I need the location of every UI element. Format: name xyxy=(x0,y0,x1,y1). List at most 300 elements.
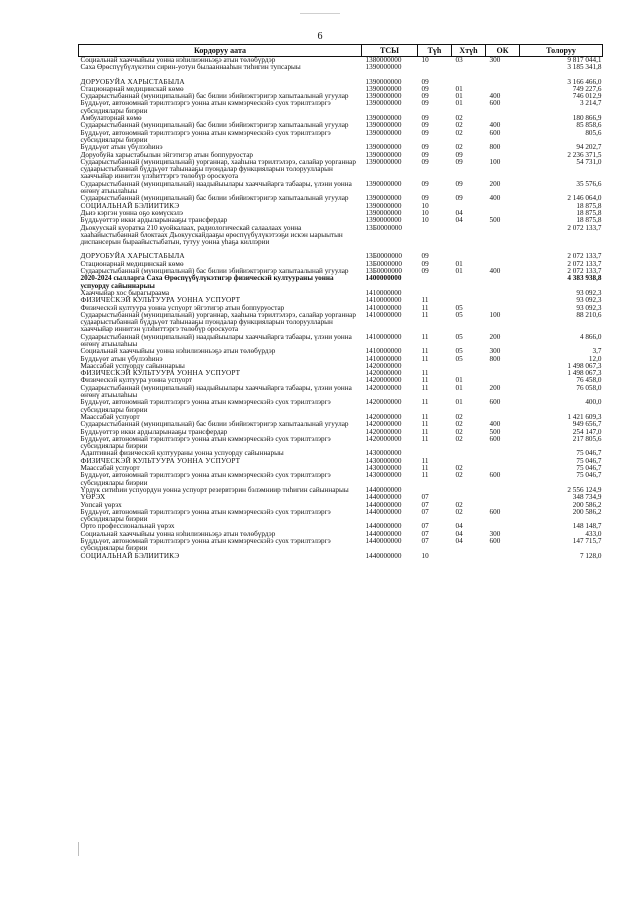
cell-amount: 2 072 133,7 xyxy=(567,259,602,268)
cell-amount: 217 805,6 xyxy=(572,434,602,443)
cell-ok: 100 xyxy=(489,157,501,166)
cell-tuh xyxy=(418,275,452,290)
cell-name: Маассабай успуорду сайыннарыы xyxy=(80,361,185,370)
cell-xtt: 04 xyxy=(455,522,463,531)
cell-tuh: 09 xyxy=(421,121,429,130)
header-tuh: Түһ xyxy=(418,45,452,57)
table-row xyxy=(79,436,603,451)
cell-amount: 433,0 xyxy=(585,529,602,538)
cell-name: Судаарыстыбаннай (муниципальнай) наадыйыылары хааччыйарга табаары, үлэни уонна өҥөнү атыылаһыы xyxy=(80,332,352,348)
cell-tsy: 1440000000 xyxy=(365,522,402,531)
cell-name: Бүддьүөттэр икки ардыларынааҕы трансфердар xyxy=(80,427,228,436)
cell-tsy: 1420000000 xyxy=(365,420,402,429)
cell-tuh: 11 xyxy=(421,412,429,421)
cell-name: ФИЗИЧЕСКЭЙ КУЛЬТУУРА УОННА УСПУОРТ xyxy=(80,456,241,465)
cell-tsy: 1390000000 xyxy=(365,216,402,225)
cell-amount: 180 866,9 xyxy=(572,114,602,123)
cell-tsy: 13Б0000000 xyxy=(365,267,402,276)
cell-amount: 76 058,0 xyxy=(576,383,602,392)
cell-tuh: 09 xyxy=(421,128,429,137)
cell-tuh: 09 xyxy=(421,114,429,123)
cell-name: Социальнай хааччыйыы уонна нэһилиэнньэҕэ атын төлөбүрдэр xyxy=(80,347,276,356)
cell-tsy: 1390000000 xyxy=(365,194,402,203)
cell-tsy: 1410000000 xyxy=(365,310,402,319)
cell-tsy: 1390000000 xyxy=(365,63,402,72)
cell-xtt: 09 xyxy=(455,157,463,166)
cell-amount: 749 227,6 xyxy=(572,84,602,93)
cell-tuh: 07 xyxy=(421,500,429,509)
cell-tsy: 1380000000 xyxy=(365,56,402,64)
cell-amount: 9 817 044,1 xyxy=(567,56,602,64)
cell-tuh: 10 xyxy=(421,201,429,210)
cell-amount: 3 185 341,8 xyxy=(567,63,602,72)
cell-xtt: 04 xyxy=(455,216,463,225)
cell-ok: 300 xyxy=(489,347,501,356)
cell-amount: 12,0 xyxy=(588,354,602,363)
cell-xtt: 05 xyxy=(455,347,463,356)
cell-xtt xyxy=(452,64,486,71)
cell-tsy: 1420000000 xyxy=(365,398,402,407)
cell-name: Үрдүк ситиһии успуордун уонна успуорт резервтэрин бэлэмниир тиһигин сайыннарыы xyxy=(80,485,349,494)
cell-tsy: 1420000000 xyxy=(365,434,402,443)
cell-tsy: 1390000000 xyxy=(365,84,402,93)
cell-xtt xyxy=(452,290,486,297)
cell-tsy: 1430000000 xyxy=(365,464,402,473)
cell-amount: 75 046,7 xyxy=(576,471,602,480)
scan-artifact xyxy=(300,13,340,14)
cell-ok: 600 xyxy=(489,434,501,443)
cell-name: Физическэй култуура уонна успуорт эйгэтигэр атын боппуруостар xyxy=(80,303,285,312)
cell-xtt: 01 xyxy=(455,398,463,407)
cell-tsy: 1440000000 xyxy=(365,500,402,509)
cell-amount: 1 498 067,3 xyxy=(567,369,602,378)
cell-tsy: 1390000000 xyxy=(365,121,402,130)
cell-name: Маассабай успуорт xyxy=(80,412,140,421)
cell-name: Стационарнай медицинскай көмө xyxy=(80,84,184,93)
cell-tsy: 1410000000 xyxy=(365,347,402,356)
cell-tsy: 1410000000 xyxy=(365,303,402,312)
cell-amount: 949 656,7 xyxy=(572,420,602,429)
cell-xtt: 09 xyxy=(455,194,463,203)
cell-xtt: 02 xyxy=(455,420,463,429)
cell-name: ҮӨРЭХ xyxy=(80,493,106,502)
cell-tsy: 1430000000 xyxy=(365,471,402,480)
cell-tsy: 1440000000 xyxy=(365,507,402,516)
cell-name: Бүддьүөт, автономнай тэрилтэлэргэ уонна атын кэммэрческэйэ суох тэрилтэлэргэ субсидиялары биэрии xyxy=(80,471,331,487)
cell-name: Маассабай успуорт xyxy=(80,464,140,473)
cell-ok: 300 xyxy=(489,529,501,538)
cell-tuh: 09 xyxy=(421,99,429,108)
table-body xyxy=(79,57,603,560)
cell-name: Судаарыстыбаннай (муниципальнай) наадыйыылары хааччыйарга табаары, үлэни уонна өҥөнү атыылаһыы xyxy=(80,383,352,400)
table-row xyxy=(79,275,603,290)
cell-ok xyxy=(486,203,520,210)
cell-tsy: 1390000000 xyxy=(365,92,402,101)
cell-xtt: 03 xyxy=(455,56,463,64)
cell-tuh: 11 xyxy=(421,354,429,363)
cell-xtt: 05 xyxy=(455,303,463,312)
cell-name: Бүддьүөт атын үбүлээһинэ xyxy=(80,143,163,152)
cell-xtt: 02 xyxy=(455,471,463,480)
cell-amount: 2 072 133,7 xyxy=(567,223,602,232)
cell-name: Судаарыстыбаннай (муниципальнай) уорганнар, хааһына тэрилтэлэрэ, салайар уорганнар судаарыстыбаннай бүддьүөт таһынааҕы пуондалар функцияларын толоруулларын хааччыйар иннитэн үлэһиттэргэ төлөбүр ороскуота xyxy=(80,310,356,334)
cell-tuh: 11 xyxy=(421,310,429,319)
cell-tuh: 11 xyxy=(421,398,429,407)
cell-xtt: 01 xyxy=(455,99,463,108)
cell-tsy: 1390000000 xyxy=(365,150,402,159)
cell-ok: 800 xyxy=(489,354,501,363)
cell-tuh xyxy=(418,225,452,247)
cell-name: Судаарыстыбаннай (муниципальнай) наадыйыылары хааччыйарга табаары, үлэни уонна өҥөнү атыылаһыы xyxy=(80,179,352,196)
cell-tuh: 11 xyxy=(421,427,429,436)
cell-name: Бүддьүөттэр икки ардыларынааҕы трансфердар xyxy=(80,216,228,225)
cell-amount: 75 046,7 xyxy=(576,464,602,473)
cell-name: ДОРУОБУЙА ХАРЫСТАБЫЛА xyxy=(80,77,185,86)
cell-xtt: 02 xyxy=(455,121,463,130)
cell-name: Стационарнай медицинскай көмө xyxy=(80,259,184,268)
cell-ok: 200 xyxy=(489,383,501,392)
cell-ok: 600 xyxy=(489,398,501,407)
cell-ok: 200 xyxy=(489,179,501,188)
cell-xtt: 01 xyxy=(455,84,463,93)
cell-name: Бүддьүөт, автономнай тэрилтэлэргэ уонна атын кэммэрческэйэ суох тэрилтэлэргэ субсидиялары биэрии xyxy=(80,537,331,553)
cell-xtt: 02 xyxy=(455,464,463,473)
cell-name: 2020-2024 сылларга Саха Өрөспүүбүлүкэтигэр физическэй култуураны уонна успуорду сайыннарыы xyxy=(80,274,334,290)
cell-ok xyxy=(486,290,520,297)
cell-xtt xyxy=(452,225,486,247)
cell-amount: 254 147,0 xyxy=(572,427,602,436)
cell-name: ФИЗИЧЕСКЭЙ КУЛЬТУУРА УОННА УСПУОРТ xyxy=(80,296,241,305)
cell-amount: 805,6 xyxy=(585,128,602,137)
cell-tsy: 1390000000 xyxy=(365,201,402,210)
cell-name: Социальнай хааччыйыы уонна нэһилиэнньэҕэ атын төлөбүрдэр xyxy=(80,56,276,64)
cell-tsy: 13Б0000000 xyxy=(365,252,402,261)
margin-mark xyxy=(78,842,79,856)
cell-tuh: 09 xyxy=(421,179,429,188)
cell-amount: 2 072 133,7 xyxy=(567,252,602,261)
cell-amount: 93 092,3 xyxy=(576,288,602,297)
cell-tuh: 09 xyxy=(421,92,429,101)
cell-xtt: 01 xyxy=(455,376,463,385)
cell-ok xyxy=(486,458,520,465)
cell-tsy: 1420000000 xyxy=(365,369,402,378)
header-ok: ОК xyxy=(486,45,520,57)
cell-tsy: 1440000000 xyxy=(365,537,402,545)
cell-amount: 348 734,9 xyxy=(572,493,602,502)
cell-tuh: 09 xyxy=(421,84,429,93)
cell-xtt: 02 xyxy=(455,143,463,152)
budget-table xyxy=(78,44,603,560)
cell-name: Судаарыстыбаннай (муниципальнай) бас билии эбийиэктэригэр хапытаалынай угуулар xyxy=(80,121,349,130)
cell-tuh: 09 xyxy=(421,143,429,152)
cell-amount: 93 092,3 xyxy=(576,303,602,312)
cell-amount: 1 421 609,3 xyxy=(567,412,602,421)
cell-ok: 600 xyxy=(489,507,501,516)
cell-tsy: 1390000000 xyxy=(365,77,402,86)
cell-tuh: 09 xyxy=(421,157,429,166)
cell-tuh: 11 xyxy=(421,332,429,341)
cell-xtt: 02 xyxy=(455,427,463,436)
cell-tuh: 07 xyxy=(421,493,429,502)
header-name: Кордоруу аата xyxy=(79,45,362,57)
cell-ok: 600 xyxy=(489,128,501,137)
cell-xtt xyxy=(452,275,486,290)
table-row xyxy=(79,225,603,247)
table-row xyxy=(79,159,603,181)
cell-tsy: 1410000000 xyxy=(365,354,402,363)
cell-xtt: 01 xyxy=(455,383,463,392)
cell-tuh: 07 xyxy=(421,537,429,545)
cell-ok: 400 xyxy=(489,194,501,203)
cell-ok: 400 xyxy=(489,121,501,130)
cell-tuh: 11 xyxy=(421,471,429,480)
cell-amount: 94 202,7 xyxy=(576,143,602,152)
cell-ok xyxy=(486,225,520,247)
cell-xtt: 09 xyxy=(455,179,463,188)
cell-xtt: 02 xyxy=(455,412,463,421)
cell-xtt: 04 xyxy=(455,537,463,545)
cell-tsy: 1410000000 xyxy=(365,332,402,341)
cell-amount: 3 214,7 xyxy=(579,99,602,108)
cell-ok: 400 xyxy=(489,267,501,276)
cell-xtt: 09 xyxy=(455,150,463,159)
cell-name: ФИЗИЧЕСКЭЙ КУЛЬТУУРА УОННА УСПУОРТ xyxy=(80,369,241,378)
cell-tuh: 10 xyxy=(421,216,429,225)
cell-xtt: 05 xyxy=(455,310,463,319)
cell-xtt: 04 xyxy=(455,208,463,217)
table-row xyxy=(79,538,603,553)
cell-xtt: 04 xyxy=(455,529,463,538)
cell-ok: 600 xyxy=(489,99,501,108)
cell-ok: 800 xyxy=(489,143,501,152)
cell-tsy: 1390000000 xyxy=(365,208,402,217)
cell-name: Судаарыстыбаннай (муниципальнай) бас билии эбийиэктэригэр хапытаалынай угуулар xyxy=(80,267,349,276)
cell-tsy: 1410000000 xyxy=(365,296,402,305)
cell-tsy: 1390000000 xyxy=(365,114,402,123)
cell-ok xyxy=(486,79,520,86)
table-row xyxy=(79,100,603,115)
cell-xtt: 01 xyxy=(455,92,463,101)
cell-tsy: 1420000000 xyxy=(365,412,402,421)
cell-amount: 75 046,7 xyxy=(576,456,602,465)
cell-xtt: 02 xyxy=(455,500,463,509)
table-header-row xyxy=(79,45,603,57)
cell-xtt: 05 xyxy=(455,354,463,363)
page-number: 6 xyxy=(317,31,323,42)
cell-amount: 75 046,7 xyxy=(576,449,602,458)
cell-ok xyxy=(486,487,520,494)
header-tsy: ТСЫ xyxy=(362,45,418,57)
cell-name: Адаптивнай физическэй култуураны уонна успуорду сайыннарыы xyxy=(80,449,284,458)
cell-tsy: 1390000000 xyxy=(365,128,402,137)
cell-name: Саха Өрөспүүбүлүкэтин сирин-уотун былааннааһын тиһигин тупсарыы xyxy=(80,63,301,72)
cell-name: Хааччыйар хос бырагыраама xyxy=(80,288,170,297)
cell-tuh: 11 xyxy=(421,434,429,443)
cell-ok: 600 xyxy=(489,537,501,545)
cell-tuh: 10 xyxy=(421,551,429,560)
cell-ok xyxy=(486,64,520,71)
cell-amount: 1 498 067,3 xyxy=(567,361,602,370)
cell-amount: 147 715,7 xyxy=(572,537,602,545)
cell-xtt: 01 xyxy=(455,259,463,268)
cell-amount: 54 731,0 xyxy=(576,157,602,166)
cell-ok xyxy=(486,553,520,560)
cell-name: Уопсай үөрэх xyxy=(80,500,122,509)
table-row xyxy=(79,553,603,560)
cell-ok: 500 xyxy=(489,216,501,225)
cell-tuh: 09 xyxy=(421,194,429,203)
cell-tuh: 09 xyxy=(421,267,429,276)
cell-tsy: 1410000000 xyxy=(365,288,402,297)
table-row xyxy=(79,494,603,501)
cell-ok xyxy=(486,297,520,304)
cell-amount: 18 875,8 xyxy=(576,201,602,210)
cell-xtt: 01 xyxy=(455,267,463,276)
cell-amount: 148 148,7 xyxy=(572,522,602,531)
cell-amount: 88 210,6 xyxy=(576,310,602,319)
cell-name: Бүддьүөт, автономнай тэрилтэлэргэ уонна атын кэммэрческэйэ суох тэрилтэлэргэ субсидиялары биэрии xyxy=(80,398,331,414)
cell-amount: 2 072 133,7 xyxy=(567,267,602,276)
cell-tuh: 09 xyxy=(421,252,429,261)
cell-xtt xyxy=(452,363,486,370)
cell-tsy: 1430000000 xyxy=(365,449,402,458)
table-row xyxy=(79,312,603,334)
table-row xyxy=(79,385,603,400)
header-xtt: Хтүһ xyxy=(452,45,486,57)
cell-amount: 200 586,2 xyxy=(572,500,602,509)
table-row xyxy=(79,181,603,196)
cell-tuh xyxy=(418,64,452,71)
cell-amount: 4 383 938,8 xyxy=(567,274,602,283)
cell-tsy: 1400000000 xyxy=(365,274,402,283)
cell-ok: 500 xyxy=(489,427,501,436)
cell-tuh: 09 xyxy=(421,77,429,86)
cell-tuh: 11 xyxy=(421,376,429,385)
table-row xyxy=(79,509,603,524)
cell-ok xyxy=(486,275,520,290)
cell-name: Доруобуйа харыстабылын эйгэтигэр атын боппуруостар xyxy=(80,150,253,159)
cell-amount: 7 128,0 xyxy=(579,551,602,560)
cell-ok xyxy=(486,253,520,260)
cell-tsy: 1420000000 xyxy=(365,376,402,385)
cell-amount: 4 866,0 xyxy=(579,332,602,341)
cell-amount: 200 586,2 xyxy=(572,507,602,516)
cell-tuh: 10 xyxy=(421,56,429,64)
cell-xtt: 02 xyxy=(455,128,463,137)
cell-amount: 2 146 064,0 xyxy=(567,194,602,203)
cell-ok xyxy=(486,370,520,377)
cell-tsy: 1390000000 xyxy=(365,99,402,108)
cell-tuh: 07 xyxy=(421,529,429,538)
cell-name: Бүддьүөт, автономнай тэрилтэлэргэ уонна атын кэммэрческэйэ суох тэрилтэлэргэ субсидиялары биэрии xyxy=(80,507,331,524)
cell-name: Бүддьүөт, автономнай тэрилтэлэргэ уонна атын кэммэрческэйэ суох тэрилтэлэргэ субсидиялары биэрии xyxy=(80,99,331,115)
cell-tuh: 11 xyxy=(421,420,429,429)
cell-tsy: 1420000000 xyxy=(365,361,402,370)
cell-tuh: 11 xyxy=(421,383,429,392)
cell-ok xyxy=(486,450,520,457)
cell-name: Орто профессиональнай үөрэх xyxy=(80,522,175,531)
cell-tsy: 1440000000 xyxy=(365,551,402,560)
table-row xyxy=(79,334,603,349)
table-row xyxy=(79,399,603,414)
table-row xyxy=(79,472,603,487)
cell-xtt xyxy=(452,487,486,494)
cell-name: СОЦИАЛЬНАЙ БЭЛИИТИКЭ xyxy=(80,201,180,210)
cell-tsy: 1390000000 xyxy=(365,157,402,166)
cell-ok xyxy=(486,363,520,370)
cell-tuh: 07 xyxy=(421,507,429,516)
header-amount: Толоруу xyxy=(520,45,603,57)
cell-amount: 35 576,6 xyxy=(576,179,602,188)
cell-tsy: 13Б0000000 xyxy=(365,223,402,232)
cell-amount: 3 166 466,0 xyxy=(567,77,602,86)
cell-tsy: 1420000000 xyxy=(365,427,402,436)
cell-name: Судаарыстыбаннай (муниципальнай) бас билии эбийиэктэригэр хапытаалынай угуулар xyxy=(80,92,349,101)
cell-ok: 100 xyxy=(489,310,501,319)
cell-xtt: 02 xyxy=(455,507,463,516)
cell-name: Дьокуускай куоратка 210 куойкалаах, радиологическай салаалаах уонна хааһайыстыбаннай блоктаах Дьокуускайдааҕы өрөспүүбүлүкэтээҕи искэн ыарыытын диспансерын быраайыстыбатын, тутуу уонна уһаҕа киллэрии xyxy=(80,223,343,247)
cell-tsy: 1440000000 xyxy=(365,485,402,494)
table-row xyxy=(79,458,603,465)
cell-name: Бүддьүөт, автономнай тэрилтэлэргэ уонна атын кэммэрческэйэ суох тэрилтэлэргэ субсидиялары биэрии xyxy=(80,434,331,451)
cell-tuh: 10 xyxy=(421,208,429,217)
cell-ok xyxy=(486,494,520,501)
cell-ok: 600 xyxy=(489,471,501,480)
table-row xyxy=(79,130,603,145)
cell-name: Амбулаторнай көмө xyxy=(80,114,142,123)
table-row xyxy=(79,64,603,71)
cell-ok: 400 xyxy=(489,420,501,429)
cell-tsy: 1440000000 xyxy=(365,493,402,502)
cell-name: Судаарыстыбаннай (муниципальнай) уорганнар, хааһына тэрилтэлэрэ, салайар уорганнар судаарыстыбаннай бүддьүөт таһынааҕы пуондалар функцияларын толоруулларын хааччыйар иннитэн үлэһиттэргэ төлөбүр ороскуота xyxy=(80,157,356,181)
cell-amount: 18 875,8 xyxy=(576,216,602,225)
cell-tuh: 09 xyxy=(421,150,429,159)
cell-name: Бүддьүөт, автономнай тэрилтэлэргэ уонна атын кэммэрческэйэ суох тэрилтэлэргэ субсидиялары биэрии xyxy=(80,128,331,144)
cell-name: Судаарыстыбаннай (муниципальнай) бас билии эбийиэктэригэр хапытаалынай угуулар xyxy=(80,420,349,429)
cell-tuh: 07 xyxy=(421,522,429,531)
cell-tsy: 1390000000 xyxy=(365,179,402,188)
cell-ok: 400 xyxy=(489,92,501,101)
cell-ok: 300 xyxy=(489,56,501,64)
cell-name: ДОРУОБУЙА ХАРЫСТАБЫЛА xyxy=(80,252,185,261)
cell-tuh: 11 xyxy=(421,303,429,312)
cell-amount: 18 875,8 xyxy=(576,208,602,217)
budget-table-container xyxy=(78,44,602,560)
cell-xtt: 02 xyxy=(455,114,463,123)
cell-name: Бүддьүөт атын үбүлээһинэ xyxy=(80,354,163,363)
cell-tuh: 11 xyxy=(421,369,429,378)
cell-ok: 200 xyxy=(489,332,501,341)
cell-tsy: 1420000000 xyxy=(365,383,402,392)
cell-xtt xyxy=(452,553,486,560)
cell-tuh: 09 xyxy=(421,259,429,268)
cell-name: Судаарыстыбаннай (муниципальнай) бас билии эбийиэктэригэр хапытаалынай угуулар xyxy=(80,194,349,203)
cell-xtt xyxy=(452,450,486,457)
cell-name: Дьиэ кэргэн уонна оҕо көмүскэлэ xyxy=(80,208,183,217)
cell-amount: 76 458,0 xyxy=(576,376,602,385)
cell-amount: 746 012,9 xyxy=(572,92,602,101)
cell-tsy: 1440000000 xyxy=(365,529,402,538)
cell-amount: 2 556 124,9 xyxy=(567,485,602,494)
table-row xyxy=(79,487,603,494)
cell-xtt: 05 xyxy=(455,332,463,341)
cell-xtt: 02 xyxy=(455,434,463,443)
cell-amount: 400,0 xyxy=(585,398,602,407)
cell-tsy: 1390000000 xyxy=(365,143,402,152)
cell-tuh: 11 xyxy=(421,296,429,305)
cell-tuh: 11 xyxy=(421,456,429,465)
cell-tsy: 1430000000 xyxy=(365,456,402,465)
